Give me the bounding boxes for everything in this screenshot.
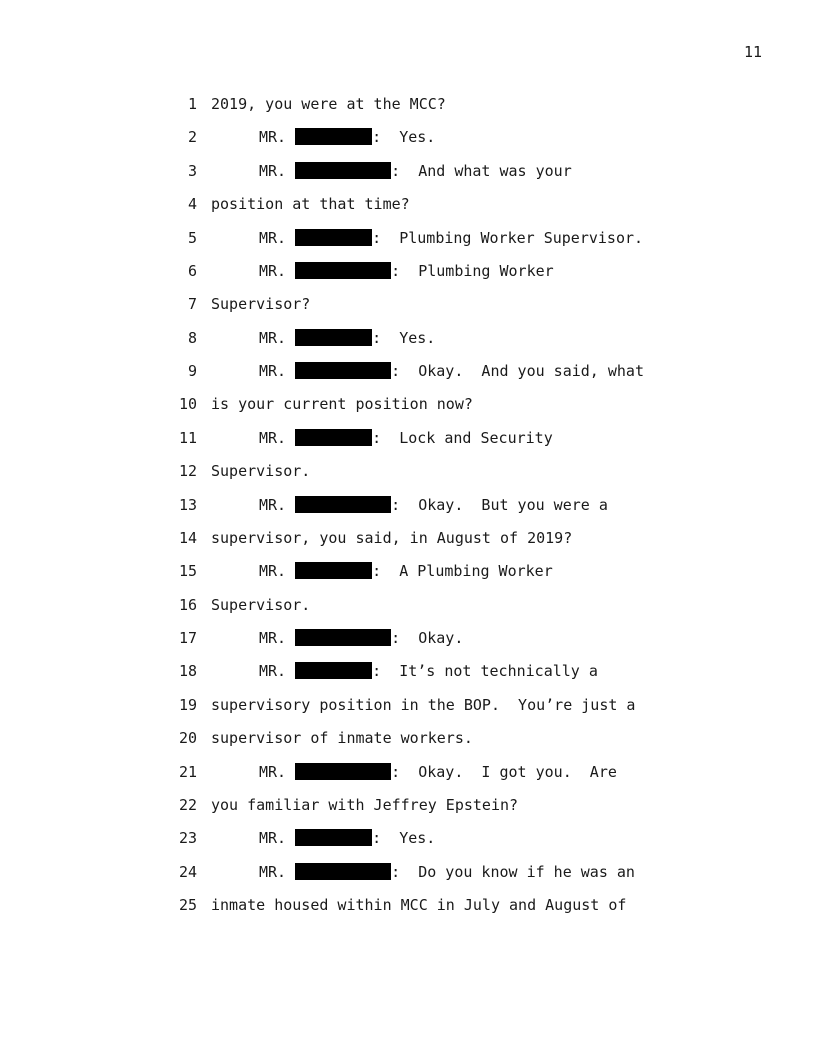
line-content: Yes.: [381, 128, 436, 147]
redaction-box: [295, 262, 391, 279]
speaker-line: [259, 162, 572, 180]
transcript-line: [0, 462, 816, 480]
line-number: 25: [178, 896, 197, 914]
speaker-line: [259, 829, 435, 847]
redaction-box: [295, 496, 391, 513]
continuation-line: [211, 729, 473, 747]
line-content: Okay. But you were a: [400, 495, 608, 514]
line-content: It’s not technically a: [381, 662, 598, 681]
line-content: Lock and Security: [381, 428, 553, 447]
line-number: 8: [187, 328, 197, 347]
speaker-colon: :: [391, 362, 401, 380]
redaction-box: [295, 629, 391, 646]
transcript-line: [0, 362, 816, 380]
speaker-label: MR.: [259, 362, 287, 380]
speaker-label: MR.: [259, 261, 287, 280]
line-content: you familiar with Jeffrey Epstein?: [211, 795, 519, 814]
speaker-line: [259, 562, 553, 580]
speaker-colon: :: [391, 762, 401, 781]
speaker-line: [259, 229, 643, 247]
transcript-line: [0, 496, 816, 514]
speaker-label: MR.: [259, 228, 287, 247]
line-content: Yes.: [381, 328, 436, 347]
transcript-line: [0, 562, 816, 580]
transcript-line: [0, 195, 816, 213]
redaction-box: [295, 429, 372, 446]
speaker-colon: :: [372, 128, 382, 147]
transcript-line: [0, 863, 816, 881]
line-content: supervisor, you said, in August of 2019?: [211, 528, 573, 547]
speaker-colon: :: [391, 862, 401, 881]
redaction-box: [295, 229, 372, 246]
speaker-line: [259, 662, 598, 680]
speaker-label: MR.: [259, 562, 287, 581]
line-number: 24: [178, 862, 197, 881]
line-number: 7: [187, 295, 197, 314]
redaction-box: [295, 863, 391, 880]
line-number: 15: [178, 562, 197, 581]
line-number: 5: [187, 228, 197, 247]
line-content: A Plumbing Worker: [381, 562, 553, 581]
line-number: 1: [187, 95, 197, 113]
redaction-box: [295, 562, 372, 579]
line-content: Okay.: [400, 629, 464, 647]
continuation-line: [211, 462, 310, 480]
page-number: 11: [743, 43, 762, 61]
speaker-label: MR.: [259, 328, 287, 347]
redaction-box: [295, 763, 391, 780]
line-number: 17: [178, 629, 197, 647]
speaker-label: MR.: [259, 762, 287, 781]
line-content: Do you know if he was an: [400, 862, 635, 881]
continuation-line: [211, 596, 310, 614]
line-number: 14: [178, 528, 197, 547]
transcript-line: [0, 295, 816, 313]
line-content: position at that time?: [211, 195, 410, 214]
line-number: 10: [178, 395, 197, 414]
line-number: 20: [178, 729, 197, 748]
transcript-line: [0, 429, 816, 447]
speaker-label: MR.: [259, 629, 287, 647]
continuation-line: [211, 896, 626, 914]
redaction-box: [295, 329, 372, 346]
speaker-colon: :: [372, 328, 382, 347]
line-number: 22: [178, 795, 197, 814]
line-content: Okay. And you said, what: [400, 362, 644, 380]
continuation-line: [211, 195, 410, 213]
line-number: 4: [187, 195, 197, 214]
line-content: is your current position now?: [211, 395, 473, 414]
speaker-line: [259, 629, 463, 647]
speaker-label: MR.: [259, 161, 287, 180]
speaker-line: [259, 429, 553, 447]
transcript-line: [0, 229, 816, 247]
speaker-colon: :: [391, 495, 401, 514]
transcript-line: [0, 162, 816, 180]
speaker-label: MR.: [259, 829, 287, 848]
speaker-label: MR.: [259, 428, 287, 447]
speaker-colon: :: [372, 562, 382, 581]
redaction-box: [295, 128, 372, 145]
transcript-line: [0, 629, 816, 647]
line-number: 6: [187, 261, 197, 280]
speaker-colon: :: [391, 629, 401, 647]
line-content: inmate housed within MCC in July and August of: [211, 896, 627, 914]
line-content: 2019, you were at the MCC?: [211, 95, 446, 113]
speaker-label: MR.: [259, 495, 287, 514]
line-number: 11: [178, 428, 197, 447]
line-content: Plumbing Worker Supervisor.: [381, 228, 644, 247]
speaker-line: [259, 329, 435, 347]
line-number: 19: [178, 695, 197, 714]
redaction-box: [295, 662, 372, 679]
speaker-colon: :: [372, 428, 382, 447]
transcript-line: [0, 395, 816, 413]
line-content: Yes.: [381, 829, 436, 848]
line-number: 13: [178, 495, 197, 514]
transcript-line: [0, 696, 816, 714]
speaker-colon: :: [391, 161, 401, 180]
line-number: 9: [187, 362, 197, 380]
line-content: Supervisor.: [211, 595, 311, 614]
transcript-line: [0, 796, 816, 814]
transcript-line: [0, 128, 816, 146]
redaction-box: [295, 162, 391, 179]
continuation-line: [211, 295, 310, 313]
line-content: Okay. I got you. Are: [400, 762, 617, 781]
continuation-line: [211, 395, 473, 413]
speaker-label: MR.: [259, 128, 287, 147]
line-content: And what was your: [400, 161, 572, 180]
speaker-line: [259, 863, 635, 881]
line-content: Supervisor?: [211, 295, 311, 314]
line-number: 18: [178, 662, 197, 681]
continuation-line: [211, 696, 635, 714]
redaction-box: [295, 829, 372, 846]
transcript-line: [0, 262, 816, 280]
transcript-line: [0, 529, 816, 547]
line-content: supervisory position in the BOP. You’re just a: [211, 695, 636, 714]
speaker-label: MR.: [259, 862, 287, 881]
redaction-box: [295, 362, 391, 379]
speaker-colon: :: [391, 261, 401, 280]
transcript-line: [0, 763, 816, 781]
line-number: 21: [178, 762, 197, 781]
line-number: 23: [178, 829, 197, 848]
transcript-line: [0, 829, 816, 847]
speaker-line: [259, 128, 435, 146]
line-number: 16: [178, 595, 197, 614]
speaker-line: [259, 763, 617, 781]
line-number: 12: [178, 462, 197, 481]
speaker-label: MR.: [259, 662, 287, 681]
line-number: 3: [187, 161, 197, 180]
transcript-line: [0, 729, 816, 747]
line-number: 2: [187, 128, 197, 147]
speaker-colon: :: [372, 228, 382, 247]
continuation-line: [211, 95, 446, 113]
speaker-line: [259, 362, 644, 380]
speaker-line: [259, 262, 554, 280]
transcript-line: [0, 596, 816, 614]
line-content: supervisor of inmate workers.: [211, 729, 473, 748]
line-content: Supervisor.: [211, 462, 311, 481]
transcript-line: [0, 329, 816, 347]
continuation-line: [211, 796, 518, 814]
continuation-line: [211, 529, 572, 547]
transcript-line: [0, 662, 816, 680]
line-content: Plumbing Worker: [400, 261, 554, 280]
speaker-line: [259, 496, 608, 514]
transcript-line: [0, 95, 816, 113]
speaker-colon: :: [372, 829, 382, 848]
speaker-colon: :: [372, 662, 382, 681]
transcript-line: [0, 896, 816, 914]
